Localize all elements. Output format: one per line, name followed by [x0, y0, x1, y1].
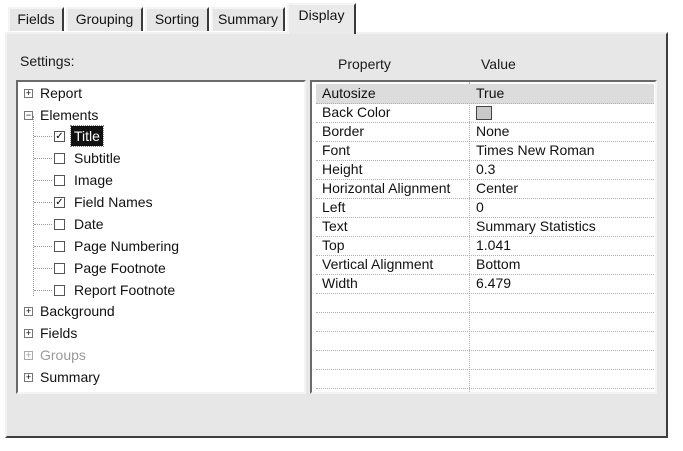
tree-item-label: Image — [74, 172, 113, 188]
tree-node-label: Elements — [40, 107, 99, 123]
expand-icon: + — [25, 350, 32, 360]
grid-row-text[interactable] — [316, 217, 654, 237]
tree-node-label: Background — [40, 303, 115, 319]
grid-row-top[interactable] — [316, 236, 654, 256]
property-value[interactable]: None — [476, 123, 510, 139]
tree-node-label: Fields — [40, 325, 78, 341]
tree-item-label: Page Numbering — [74, 238, 180, 254]
property-name: Left — [322, 199, 346, 215]
collapse-icon[interactable]: − — [25, 110, 32, 120]
tree-node-label: Report — [40, 85, 83, 101]
page-numbering-checkbox[interactable] — [54, 241, 65, 252]
property-name: Text — [322, 218, 348, 234]
property-value[interactable]: Times New Roman — [476, 142, 595, 158]
property-value[interactable]: Bottom — [476, 256, 521, 272]
property-name: Horizontal Alignment — [322, 180, 451, 196]
expand-icon[interactable]: + — [25, 88, 32, 98]
grid-row-empty — [316, 331, 654, 351]
grid-row-empty — [316, 312, 654, 332]
tab-sorting[interactable]: Sorting — [145, 7, 209, 31]
grid-row-font[interactable] — [316, 141, 654, 161]
grid-row-empty — [316, 350, 654, 370]
color-swatch[interactable] — [476, 106, 492, 120]
property-name: Font — [322, 142, 351, 158]
field-names-checkbox[interactable]: ✓ — [55, 197, 64, 208]
grid-row-vertical-alignment[interactable] — [316, 255, 654, 275]
property-value[interactable]: 0.3 — [476, 161, 496, 177]
expand-icon[interactable]: + — [25, 306, 32, 316]
tree-connector — [34, 246, 52, 247]
settings-tree[interactable] — [16, 80, 306, 394]
tab-display[interactable]: Display — [287, 3, 356, 34]
property-name: Border — [322, 123, 365, 139]
tree-node-label: Summary — [40, 369, 100, 385]
property-value[interactable]: 6.479 — [476, 275, 512, 291]
tree-connector — [34, 202, 52, 203]
tree-connector — [34, 158, 52, 159]
grid-row-autosize[interactable] — [316, 84, 654, 104]
tree-item-label: Date — [74, 216, 104, 232]
property-value[interactable]: True — [476, 85, 505, 101]
image-checkbox[interactable] — [54, 175, 65, 186]
settings-label: Settings: — [20, 53, 75, 69]
grid-row-horizontal-alignment[interactable] — [316, 179, 654, 199]
grid-row-back-color[interactable] — [316, 103, 654, 123]
subtitle-checkbox[interactable] — [54, 153, 65, 164]
property-value[interactable]: Center — [476, 180, 519, 196]
property-name: Vertical Alignment — [322, 256, 434, 272]
grid-row-empty — [316, 369, 654, 389]
grid-row-border[interactable] — [316, 122, 654, 142]
grid-row-height[interactable] — [316, 160, 654, 180]
property-value[interactable] — [476, 103, 492, 121]
tree-node-label: Groups — [40, 347, 86, 363]
tree-connector — [34, 290, 52, 291]
property-grid[interactable] — [310, 80, 657, 394]
report-footnote-checkbox[interactable] — [54, 285, 65, 296]
page-footnote-checkbox[interactable] — [54, 263, 65, 274]
property-name: Height — [322, 161, 363, 177]
expand-icon[interactable]: + — [25, 372, 32, 382]
property-column-header: Property — [338, 56, 391, 72]
tab-summary[interactable]: Summary — [211, 7, 285, 31]
tree-connector — [34, 180, 52, 181]
tree-item-label: Field Names — [74, 194, 153, 210]
tree-connector — [34, 136, 52, 137]
property-name: Width — [322, 275, 358, 291]
grid-row-width[interactable] — [316, 274, 654, 294]
tree-item-label: Title — [71, 126, 103, 146]
property-name: Top — [322, 237, 345, 253]
property-name: Autosize — [322, 85, 376, 101]
tree-connector-line — [33, 116, 34, 296]
expand-icon[interactable]: + — [25, 328, 32, 338]
tab-fields[interactable]: Fields — [8, 7, 64, 31]
value-column-header: Value — [481, 56, 516, 72]
grid-row-left[interactable] — [316, 198, 654, 218]
grid-row-empty — [316, 293, 654, 313]
tree-item-label: Report Footnote — [74, 282, 176, 298]
title-checkbox[interactable]: ✓ — [55, 131, 64, 142]
property-value[interactable]: 0 — [476, 199, 484, 215]
property-name: Back Color — [322, 104, 391, 120]
tab-grouping[interactable]: Grouping — [66, 7, 143, 31]
property-value[interactable]: 1.041 — [476, 237, 512, 253]
tree-connector — [34, 268, 52, 269]
property-value[interactable]: Summary Statistics — [476, 218, 596, 234]
tree-connector — [34, 224, 52, 225]
date-checkbox[interactable] — [54, 219, 65, 230]
tree-item-label: Page Footnote — [74, 260, 166, 276]
tree-item-label: Subtitle — [74, 150, 121, 166]
